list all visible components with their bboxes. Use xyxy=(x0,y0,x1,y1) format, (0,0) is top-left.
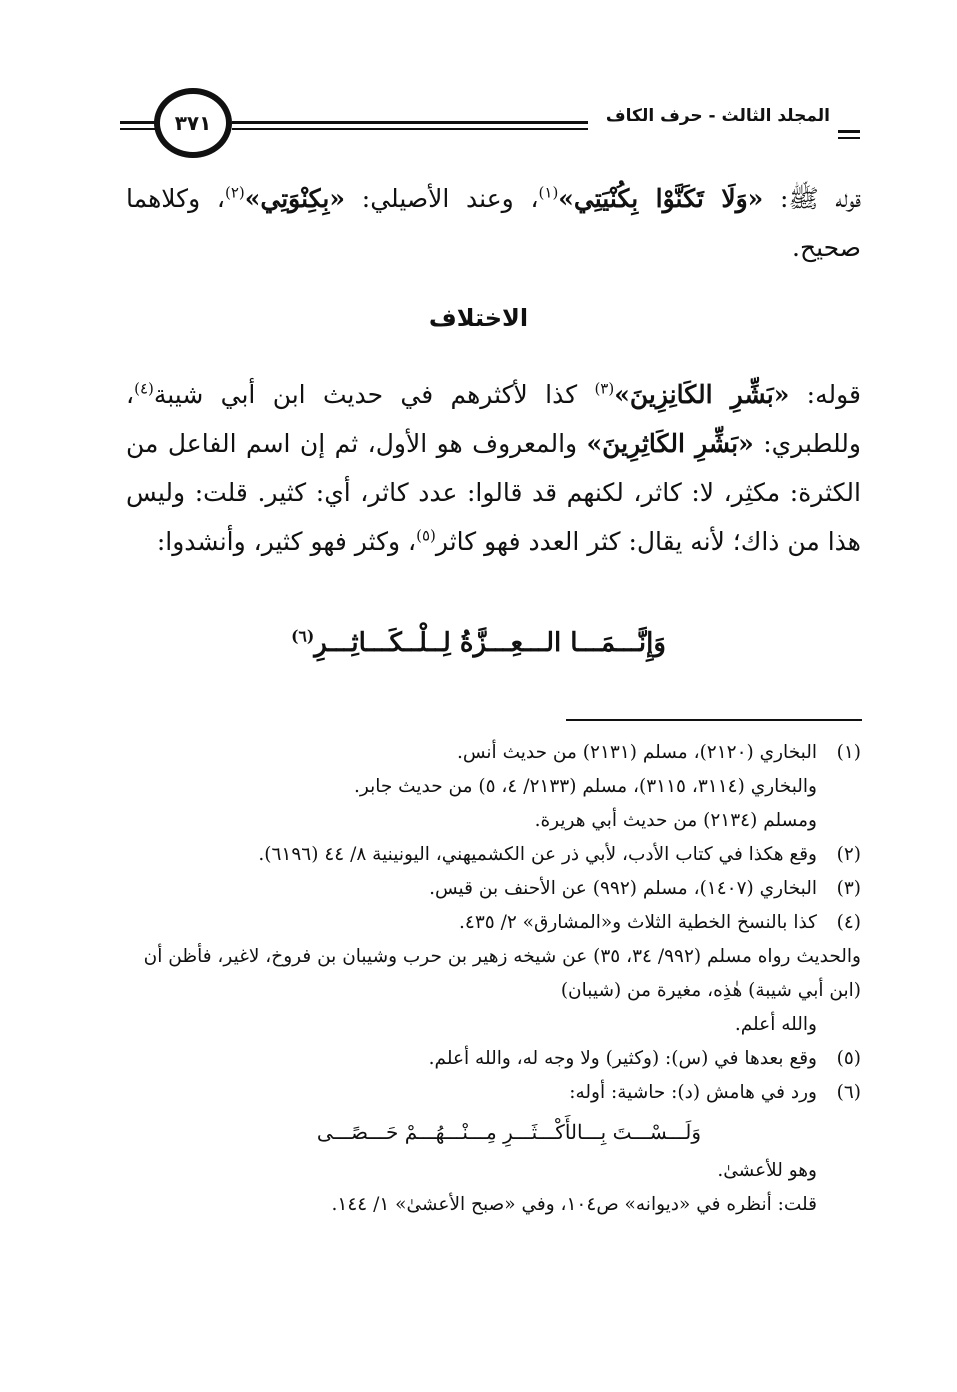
hadith-quote-1: «وَلَا تَكَنَّوْا بِكُنْيَتِي» xyxy=(558,184,764,213)
footnote-ref-1[interactable]: (١) xyxy=(538,183,559,202)
para1-tail: ، وكلاهما صحيح. xyxy=(126,184,861,262)
footnote-number: (٢) xyxy=(836,844,861,865)
footnote-line: كذا بالنسخ الخطية الثلاث و«المشارق» ٢/ ٤٣٥. xyxy=(459,912,817,933)
footnote-ref-3[interactable]: (٣) xyxy=(594,379,615,398)
footnote-6 xyxy=(121,1076,861,1222)
para2-lead: قوله: xyxy=(789,380,861,409)
para2-mid2: ، وللطبري: xyxy=(126,380,861,458)
footnote-line: البخاري (٢١٢٠)، مسلم (٢١٣١) من حديث أنس. xyxy=(456,742,817,763)
footnote-line: قلت: أنظره في «ديوانه» ص١٠٤، وفي «صبح الأعشىٰ» ١/ ١٤٤. xyxy=(331,1194,817,1215)
section-title: الاختلاف xyxy=(428,304,529,332)
footnote-line: وهو للأعشىٰ. xyxy=(717,1160,817,1181)
footnote-2 xyxy=(121,838,861,872)
footnote-line: والحديث رواه مسلم (٩٩٢/ ٣٤، ٣٥) عن شيخه زهير بن حرب وشيبان بن فروخ، لاغير، فأظن أن (ابن أبي شيبة) هٰذِه، مغيرة من (شيبان) xyxy=(143,946,861,1001)
para2-mid1: كذا لأكثرهم في حديث ابن أبي شيبة xyxy=(153,380,595,409)
header-rule-middle-thin xyxy=(232,128,588,130)
page-number: ٣٧١ xyxy=(174,111,212,135)
hadith-quote-4: «بَشِّرِ الكَاثِرِينَ» xyxy=(586,429,754,458)
footnote-1 xyxy=(121,736,861,838)
footnote-number: (١) xyxy=(836,742,861,763)
running-title: المجلد الثالث - حرف الكاف xyxy=(605,106,830,126)
footnote-5 xyxy=(121,1042,861,1076)
para1-lead: قوله ﷺ: xyxy=(763,184,862,213)
footnote-3 xyxy=(121,872,861,906)
footnote-divider xyxy=(566,719,862,721)
header-rule-middle xyxy=(232,121,588,124)
footnote-line: والله أعلم. xyxy=(734,1014,817,1035)
footnote-number: (٤) xyxy=(836,912,861,933)
footnote-line: ومسلم (٢١٣٤) من حديث أبي هريرة. xyxy=(534,810,817,831)
hadith-quote-3: «بَشِّرِ الكَانِزِينَ» xyxy=(614,380,790,409)
footnote-line: وقع بعدها في (س): (وكثير) ولا وجه له، والله أعلم. xyxy=(428,1048,817,1069)
footnote-line: ورد في هامش (د): حاشية: أوله: xyxy=(569,1082,817,1103)
hadith-quote-2: «بِكِنْوَتِي» xyxy=(244,184,346,213)
footnote-line: والبخاري (٣١١٤، ٣١١٥)، مسلم (٢١٣٣/ ٤، ٥) من حديث جابر. xyxy=(353,776,817,797)
paragraph-1 xyxy=(126,174,861,272)
para2-tail: ، وكثر فهو كثير، وأنشدوا: xyxy=(156,527,417,556)
footnote-number: (٣) xyxy=(836,878,861,899)
header-rule-right-thin xyxy=(838,137,860,139)
poetry-verse xyxy=(0,628,957,658)
verse-text: وَإِنَّـــمَـــا الـــعِـــزَّةُ لِــلْــكَـــاثِـــرِ xyxy=(314,628,666,658)
para1-mid: ، وعند الأصيلي: xyxy=(345,184,539,213)
header-rule-left-thin xyxy=(120,128,156,130)
para2-mid3: والمعروف هو الأول، ثم إن اسم الفاعل من الكثرة: مكثِر، لا: كاثر، لكنهم قد قالوا: عدد كاثر، أي: كثير. قلت: وليس هذا من ذاك؛ لأنه يقال: كثر العدد فهو كاثر xyxy=(126,429,861,556)
page-number-badge xyxy=(154,88,232,158)
footnote-ref-4[interactable]: (٤) xyxy=(134,379,154,398)
footnote-number: (٦) xyxy=(836,1082,861,1103)
footnote-verse: وَلَـــسْـــتَ بِـــالأَكْـــثَـــرِ مِـــنْـــهُـــمْ حَـــصًـــى xyxy=(316,1120,701,1144)
footnote-ref-2[interactable]: (٢) xyxy=(224,183,245,202)
footnotes xyxy=(121,736,861,1222)
footnote-line: البخاري (١٤٠٧)، مسلم (٩٩٢) عن الأحنف بن قيس. xyxy=(429,878,817,899)
paragraph-2 xyxy=(126,370,861,566)
footnote-ref-5[interactable]: (٥) xyxy=(416,526,436,545)
header-rule-left xyxy=(120,121,156,124)
footnote-4 xyxy=(121,906,861,1042)
footnote-line: وقع هكذا في كتاب الأدب، لأبي ذر عن الكشميهني، اليونينية ٨/ ٤٤ (٦١٩٦). xyxy=(258,844,817,865)
footnote-number: (٥) xyxy=(836,1048,861,1069)
header-rule-right xyxy=(838,130,860,133)
page-header xyxy=(120,88,860,166)
footnote-ref-6[interactable]: (٦) xyxy=(291,626,315,646)
